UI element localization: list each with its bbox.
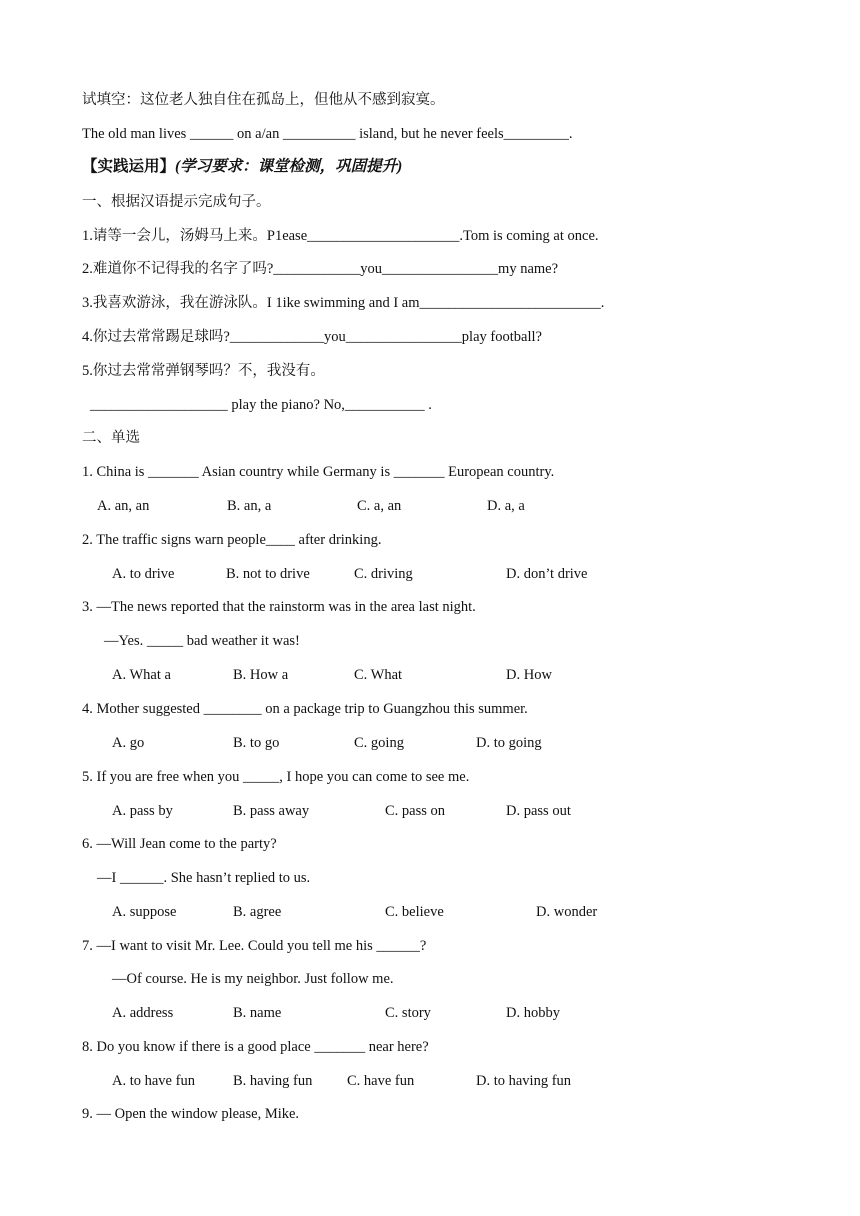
question-3-option-a: A. What a [112,667,171,683]
question-3-option-d: D. How [506,667,552,683]
question-2-option-d: D. don’t drive [506,566,588,582]
question-5-option-d: D. pass out [506,803,571,819]
practice-heading [82,157,402,177]
intro-en-sentence: The old man lives ______ on a/an __________ island, but he never feels_________. [82,126,573,142]
practice-heading-sub: (学习要求：课堂检测，巩固提升) [175,158,403,175]
question-8-option-b: B. having fun [233,1073,313,1089]
question-7-option-c: C. story [385,1005,431,1021]
part2-title: 二、单选 [82,430,140,446]
question-1-option-c: C. a, an [357,498,402,514]
part1-item-5-answer: ___________________ play the piano? No,___________ . [90,397,432,413]
question-4-option-b: B. to go [233,735,280,751]
question-3-stem-reply: —Yes. _____ bad weather it was! [104,633,300,649]
part1-item-5: 5.你过去常常弹钢琴吗？不，我没有。 [82,363,325,379]
question-2-option-c: C. driving [354,566,413,582]
practice-heading-main: 【实践运用】 [82,158,176,175]
question-2-option-a: A. to drive [112,566,175,582]
question-5-stem: 5. If you are free when you _____, I hope you can come to see me. [82,769,470,785]
question-7-stem: 7. —I want to visit Mr. Lee. Could you tell me his ______? [82,938,427,954]
question-5-option-c: C. pass on [385,803,446,819]
question-2-stem: 2. The traffic signs warn people____ after drinking. [82,532,382,548]
question-4-option-d: D. to going [476,735,542,751]
part1-title: 一、根据汉语提示完成句子。 [82,194,271,210]
question-1-stem: 1. China is _______ Asian country while Germany is _______ European country. [82,464,555,480]
question-3-option-b: B. How a [233,667,289,683]
question-8-option-c: C. have fun [347,1073,415,1089]
question-1-option-b: B. an, a [227,498,272,514]
question-3-stem: 3. —The news reported that the rainstorm was in the area last night. [82,599,476,615]
question-7-option-d: D. hobby [506,1005,560,1021]
question-8-stem: 8. Do you know if there is a good place _______ near here? [82,1039,429,1055]
part1-item-2: 2.难道你不记得我的名字了吗?____________you________________my name? [82,261,559,277]
question-6-option-b: B. agree [233,904,282,920]
question-8-option-a: A. to have fun [112,1073,195,1089]
question-6-option-d: D. wonder [536,904,598,920]
part1-item-3: 3.我喜欢游泳，我在游泳队。I 1ike swimming and I am_________________________. [82,295,605,311]
part1-item-1: 1.请等一会儿，汤姆马上来。P1ease_____________________.Tom is coming at once. [82,228,599,244]
intro-cn-prompt: 试填空：这位老人独自住在孤岛上，但他从不感到寂寞。 [82,92,445,108]
question-4-option-a: A. go [112,735,145,751]
question-5-option-a: A. pass by [112,803,173,819]
question-4-option-c: C. going [354,735,404,751]
question-6-stem: 6. —Will Jean come to the party? [82,836,277,852]
question-3-option-c: C. What [354,667,403,683]
question-7-option-a: A. address [112,1005,174,1021]
question-8-option-d: D. to having fun [476,1073,572,1089]
question-6-option-a: A. suppose [112,904,177,920]
question-9-stem: 9. — Open the window please, Mike. [82,1106,300,1122]
question-1-option-a: A. an, an [97,498,150,514]
question-7-option-b: B. name [233,1005,282,1021]
question-1-option-d: D. a, a [487,498,525,514]
question-6-option-c: C. believe [385,904,444,920]
question-6-stem-reply: —I ______. She hasn’t replied to us. [97,870,311,886]
part1-item-4: 4.你过去常常踢足球吗?_____________you________________play football? [82,329,542,345]
question-5-option-b: B. pass away [233,803,310,819]
question-7-stem-reply: —Of course. He is my neighbor. Just follow me. [112,971,394,987]
question-4-stem: 4. Mother suggested ________ on a package trip to Guangzhou this summer. [82,701,528,717]
question-2-option-b: B. not to drive [226,566,310,582]
